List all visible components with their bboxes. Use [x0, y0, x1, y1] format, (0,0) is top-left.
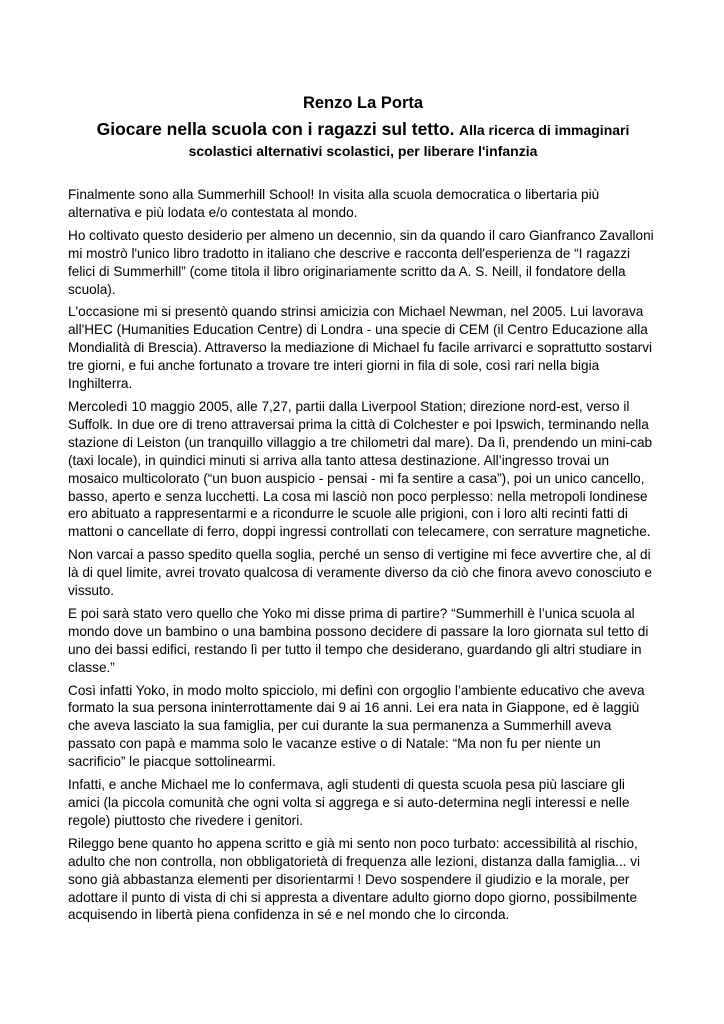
author-name: Renzo La Porta: [302, 94, 424, 112]
paragraph-2: Ho coltivato questo desiderio per almeno un decennio, sin da quando il caro Gianfranco Zavalloni mi mostrò l'unico libro tradotto in italiano che descrive e racconta dell'esperienza de “I ragazzi felici di Summerhill” (come titola il libro originariamente scritto da A. S. Neill, il fondatore della scuola).: [68, 227, 654, 297]
paragraph-4: Mercoledì 10 maggio 2005, alle 7,27, partii dalla Liverpool Station; direzione nord-est, verso il Suffolk. In due ore di treno attraversai prima la città di Colchester e poi Ipswich, terminando nella stazione di Leiston (un tranquillo villaggio a tre chilometri dal mare). Da lì, prendendo un mini-cab (taxi locale), in quindici minuti si arriva alla tanto attesa destinazione. All’ingresso trovai un mosaico multicolorato (“un buon auspicio - pensai - mi fa sentire a casa”), poi un unico cancello, basso, aperto e senza lucchetti. La cosa mi lasciò non poco perplesso: nella metropoli londinese ero abituato a rappresentarmi e a ricondurre le scuole alle prigioni, con i loro alti recinti fatti di mattoni o cancellate di ferro, doppi ingressi controllati con telecamere, con serrature magnetiche.: [68, 398, 653, 540]
paragraph-1: Finalmente sono alla Summerhill School! In visita alla scuola democratica o libertaria più alternativa e più lodata e/o contestata al mondo.: [68, 187, 600, 220]
document-page: [68, 92, 658, 929]
paragraph-6: E poi sarà stato vero quello che Yoko mi disse prima di partire? “Summerhill è l’unica scuola al mondo dove un bambino o una bambina possono decidere di passare la loro giornata sul tetto di uno dei bassi edifici, restando lì per tutto il tempo che desiderano, guardando gli altri studiare in classe.”: [68, 605, 649, 675]
article-title-block: [68, 119, 658, 162]
paragraph-5: Non varcai a passo spedito quella soglia, perché un senso di vertigine mi fece avvertire che, al di là di quel limite, avrei trovato qualcosa di veramente diverso da ciò che finora avevo conosciuto e vissuto.: [68, 547, 653, 599]
article-title: Giocare nella scuola con i ragazzi sul tetto.: [96, 119, 455, 139]
article-subtitle: Alla ricerca di immaginari scolastici alternativi scolastici, per liberare l'infanzia: [188, 122, 630, 159]
paragraph-3: L'occasione mi si presentò quando strinsi amicizia con Michael Newman, nel 2005. Lui lavorava all'HEC (Humanities Education Centre) di Londra - una specie di CEM (il Centro Educazione alla Mondialità di Brescia). Attraverso la mediazione di Michael fu facile arrivarci e soprattutto sostarvi tre giorni, e fui anche fortunato a trovare tre interi giorni in fila di sole, così rari nella bigia Inghilterra.: [68, 304, 653, 392]
paragraph-9: Rileggo bene quanto ho appena scritto e già mi sento non poco turbato: accessibilità al rischio, adulto che non controlla, non obbligatorietà di frequenza alle lezioni, distanza dalla famiglia... vi sono già abbastanza elementi per disorientarmi ! Devo sospendere il giudizio e la morale, per adottare il punto di vista di chi si appresta a diventare adulto giorno dopo giorno, possibilmente acquisendo in libertà piena confidenza in sé e nel mondo che lo circonda.: [68, 835, 641, 923]
paragraph-8: Infatti, e anche Michael me lo confermava, agli studenti di questa scuola pesa più lasciare gli amici (la piccola comunità che ogni volta si aggrega e si auto-determina negli interessi e nelle regole) piuttosto che rivedere i genitori.: [68, 777, 630, 828]
paragraph-7: Così infatti Yoko, in modo molto spicciolo, mi definì con orgoglio l’ambiente educativo che aveva formato la sua persona ininterrottamente dai 9 ai 16 anni. Lei era nata in Giappone, ed è laggiù che aveva lasciato la sua famiglia, per cui durante la sua permanenza a Summerhill aveva passato con papà e mamma solo le vacanze estive o di Natale: “Ma non fu per niente un sacrificio” le piacque sottolinearmi.: [68, 682, 645, 770]
